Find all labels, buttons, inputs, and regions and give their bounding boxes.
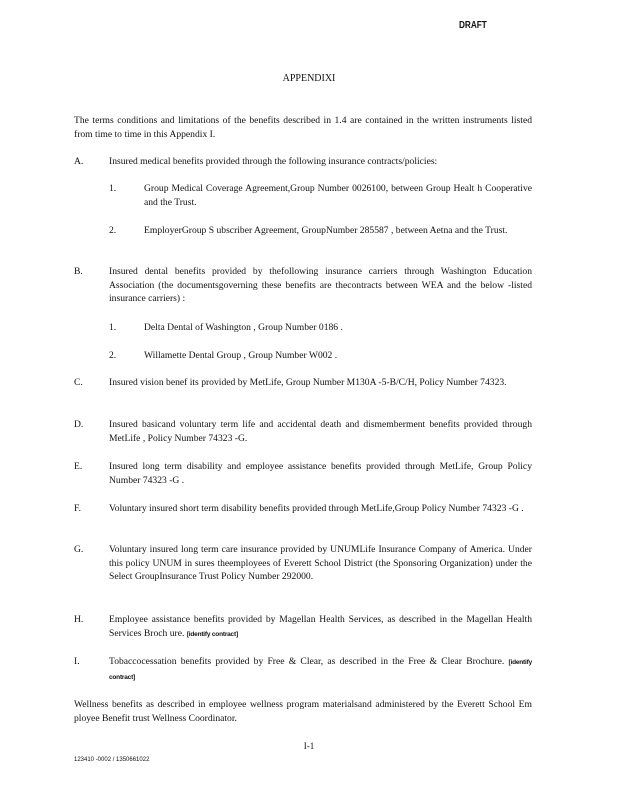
section-text [109,655,532,684]
section-letter: F. [74,503,81,514]
section-text: Insured dental benefits provided by thefollowing insurance carriers through Washington Education Association (the documentsgoverning these benefits are thecontracts between WEA and the below -listed insurance carriers) : [109,266,532,304]
section-letter: I. [74,656,80,667]
section-text [109,613,532,641]
draft-label: DRAFT [459,20,487,31]
section-text: Insured long term disability and employee assistance benefits provided through MetLife, Group Policy Number 74323 -G . [109,461,532,486]
item-text: EmployerGroup S ubscriber Agreement, GroupNumber 285587 , between Aetna and the Trust. [144,225,508,236]
item-number: 1. [109,183,117,194]
page-title: APPENDIXI [282,73,336,84]
document-footer-id: 123410 -0002 / 1350661022 [74,757,150,763]
intro-paragraph: The terms conditions and limitations of the benefits described in 1.4 are contained in the written instruments listed from time to time in this Appendix I. [74,115,532,140]
wellness-paragraph: Wellness benefits as described in employee wellness program materialsand administered by the Everett School Em ployee Benefit trust Wellness Coordinator. [74,699,532,724]
section-letter: D. [74,419,84,430]
item-text: Group Medical Coverage Agreement,Group Number 0026100, between Group Healt h Cooperative and the Trust. [144,183,532,208]
section-letter: C. [74,377,83,388]
identify-contract-note: [identify contract] [109,659,533,681]
item-number: 1. [109,322,117,333]
section-text: Voluntary insured long term care insurance provided by UNUMLife Insurance Company of America. Under this policy UNUM in sures theemployees of Everett School District (the Sponsoring Organization) under the Select GroupInsurance Trust Policy Number 292000. [109,544,532,582]
section-letter: B. [74,266,83,277]
section-letter: A. [74,156,84,167]
item-number: 2. [109,225,117,236]
item-text: Delta Dental of Washington , Group Number 0186 . [144,322,343,333]
section-text: Insured medical benefits provided through the following insurance contracts/policies: [109,156,438,167]
identify-contract-note: [identify contract] [186,630,238,638]
page-number: I-1 [303,741,315,751]
section-text-body: Tobaccocessation benefits provided by Free & Clear, as described in the Free & Clear Brochure. [109,656,505,667]
section-letter: E. [74,461,83,472]
section-text: Insured basicand voluntary term life and accidental death and dismemberment benefits provided through MetLife , Policy Number 74323 -G. [109,419,532,444]
section-letter: G. [74,544,84,555]
section-letter: H. [74,614,84,625]
item-number: 2. [109,350,117,361]
section-text: Voluntary insured short term disability benefits provided through MetLife,Group Policy Number 74323 -G . [109,503,524,514]
section-text-body: Employee assistance benefits provided by Magellan Health Services, as described in the Magellan Health Services Broch ure. [109,614,532,639]
item-text: Willamette Dental Group , Group Number W002 . [144,350,338,361]
section-text: Insured vision benef its provided by MetLife, Group Number M130A -5-B/C/H, Policy Number 74323. [109,377,507,388]
